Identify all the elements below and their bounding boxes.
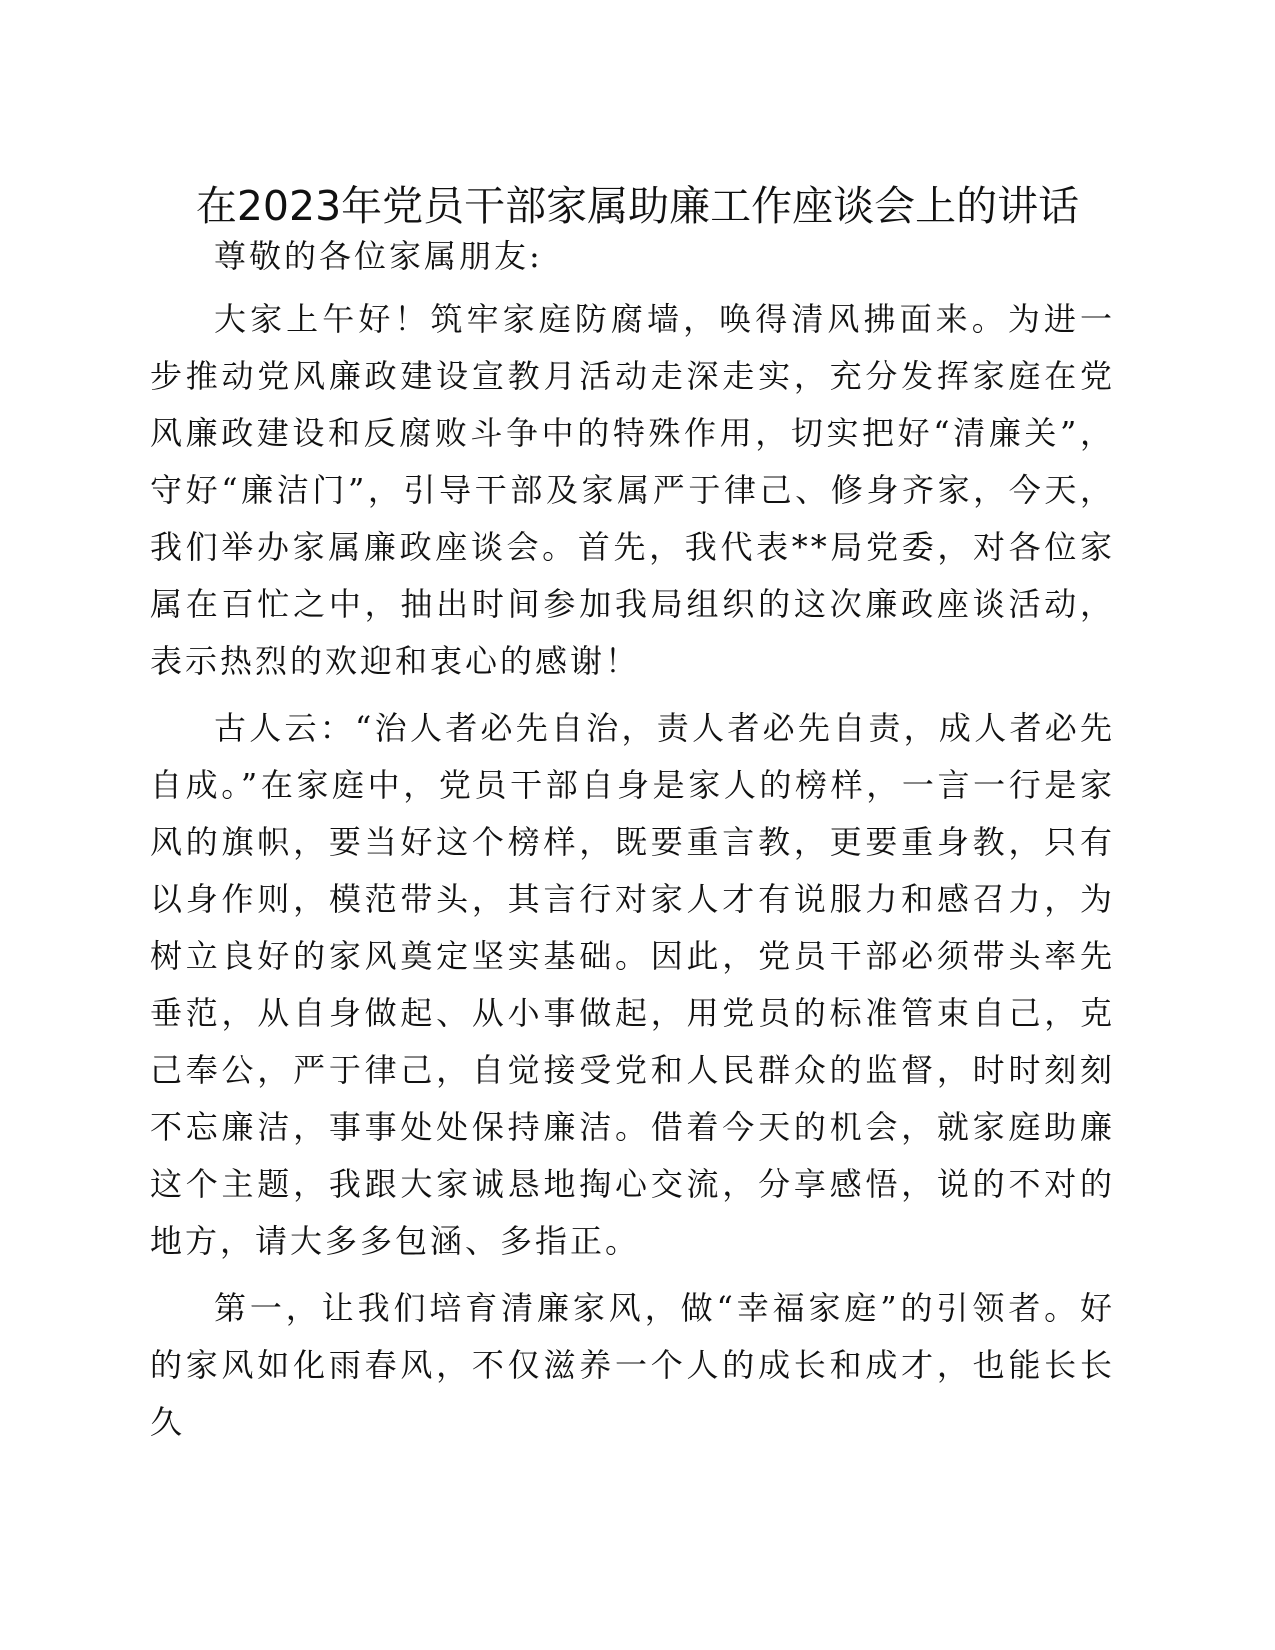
document-body [150, 228, 1115, 1461]
paragraph-opening: 大家上午好！筑牢家庭防腐墙，唤得清风拂面来。为进一步推动党风廉政建设宣教月活动走深走实，充分发挥家庭在党风廉政建设和反腐败斗争中的特殊作用，切实把好“清廉关”，守好“廉洁门”，引导干部及家属严于律己、修身齐家，今天，我们举办家属廉政座谈会。首先，我代表**局党委，对各位家属在百忙之中，抽出时间参加我局组织的这次廉政座谈活动，表示热烈的欢迎和衷心的感谢！ [150, 300, 1115, 680]
paragraph-first-point: 第一，让我们培育清廉家风，做“幸福家庭”的引领者。好的家风如化雨春风，不仅滋养一个人的成长和成才，也能长长久 [150, 1289, 1115, 1441]
salutation: 尊敬的各位家属朋友: [214, 237, 543, 275]
paragraph-quote: 古人云：“治人者必先自治，责人者必先自责，成人者必先自成。”在家庭中，党员干部自身是家人的榜样，一言一行是家风的旗帜，要当好这个榜样，既要重言教，更要重身教，只有以身作则，模范带头，其言行对家人才有说服力和感召力，为树立良好的家风奠定坚实基础。因此，党员干部必须带头率先垂范，从自身做起、从小事做起，用党员的标准管束自己，克己奉公，严于律己，自觉接受党和人民群众的监督，时时刻刻不忘廉洁，事事处处保持廉洁。借着今天的机会，就家庭助廉这个主题，我跟大家诚恳地掏心交流，分享感悟，说的不对的地方，请大多多包涵、多指正。 [150, 709, 1115, 1260]
document-title: 在2023年党员干部家属助廉工作座谈会上的讲话 [195, 182, 1080, 230]
